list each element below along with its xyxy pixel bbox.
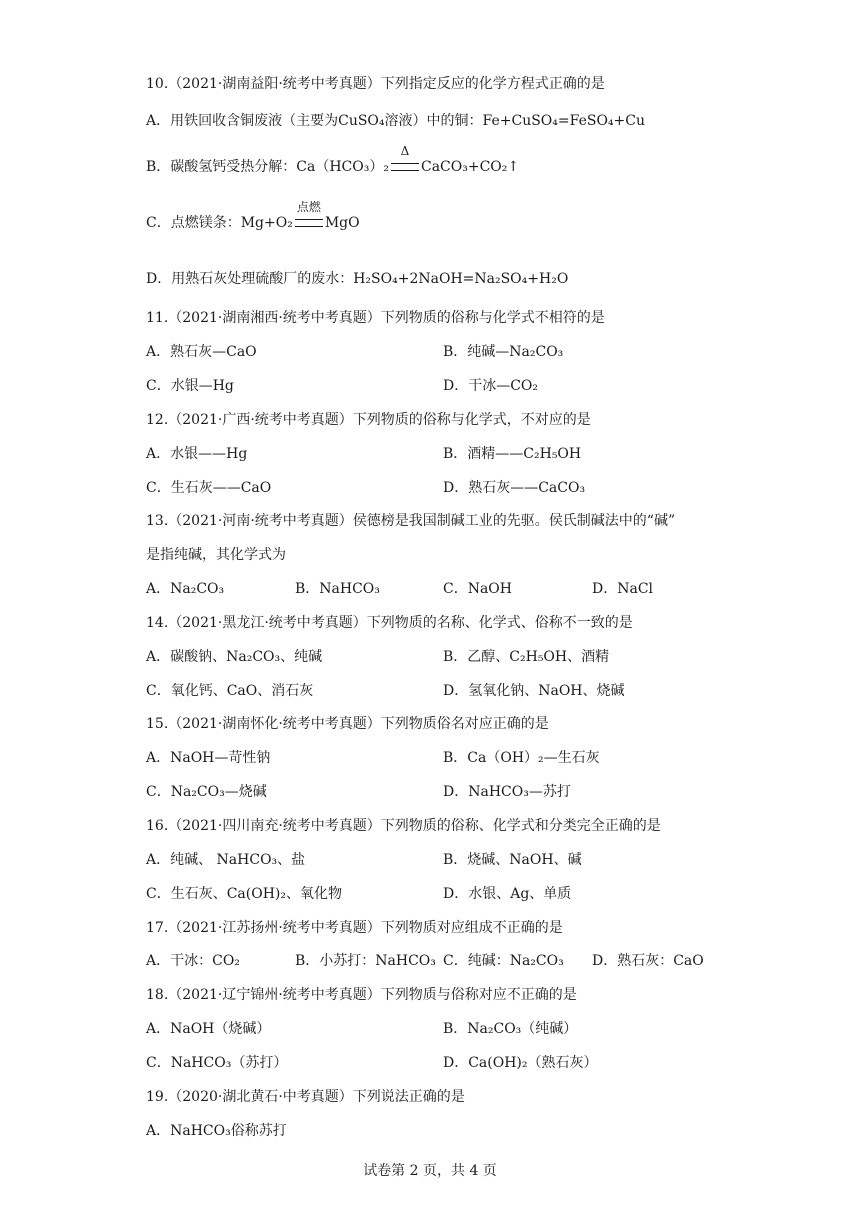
q16-option-c: C．生石灰、Ca(OH)₂、氧化物 [146,886,342,902]
q16-option-a: A．纯碱、 NaHCO₃、盐 [146,852,306,868]
q15-stem: 15.（2021·湖南怀化·统考中考真题）下列物质俗名对应正确的是 [146,716,549,732]
q14-option-d: D．氢氧化钠、NaOH、烧碱 [443,683,625,699]
q15-option-b: B．Ca（OH）₂—生石灰 [443,750,600,766]
q11-option-d: D．干冰—CO₂ [443,378,539,394]
q11-option-c: C．水银—Hg [146,378,234,394]
q12-option-a: A．水银——Hg [146,446,248,462]
q13-stem: 13.（2021·河南·统考中考真题）侯德榜是我国制碱工业的先驱。侯氏制碱法中的“碱” [146,513,676,529]
q14-option-b: B．乙醇、C₂H₅OH、酒精 [443,649,610,665]
q14-stem: 14.（2021·黑龙江·统考中考真题）下列物质的名称、化学式、俗称不一致的是 [146,615,633,631]
q10-b-product: CaCO₃+CO₂↑ [420,159,520,175]
q10-option-d: D．用熟石灰处理硫酸厂的废水：H₂SO₄+2NaOH=Na₂SO₄+H₂O [146,271,569,287]
q12-option-d: D．熟石灰——CaCO₃ [443,480,586,496]
q10-stem: 10.（2021·湖南益阳·统考中考真题）下列指定反应的化学方程式正确的是 [146,76,605,92]
q13-option-c: C．NaOH [443,581,512,597]
q15-option-a: A．NaOH—苛性钠 [146,750,271,766]
q10-option-a: A．用铁回收含铜废液（主要为CuSO₄溶液）中的铜：Fe+CuSO₄=FeSO₄+Cu [146,113,645,129]
q10-c-reactant: C．点燃镁条：Mg+O₂ [146,215,293,231]
ignite-condition: 点燃 [293,213,325,233]
q18-option-d: D．Ca(OH)₂（熟石灰） [443,1055,598,1071]
q10-b-reactant: B．碳酸氢钙受热分解：Ca（HCO₃）₂ [146,159,389,175]
q16-option-d: D．水银、Ag、单质 [443,886,572,902]
q10-c-product: MgO [324,215,360,231]
q16-option-b: B．烧碱、NaOH、碱 [443,852,582,868]
q18-option-c: C．NaHCO₃（苏打） [146,1055,288,1071]
q12-option-b: B．酒精——C₂H₅OH [443,446,582,462]
q17-option-c: C．纯碱：Na₂CO₃ [443,953,564,969]
q11-option-b: B．纯碱—Na₂CO₃ [443,344,564,360]
q11-stem: 11.（2021·湖南湘西·统考中考真题）下列物质的俗称与化学式不相符的是 [146,310,605,326]
q18-stem: 18.（2021·辽宁锦州·统考中考真题）下列物质与俗称对应不正确的是 [146,987,577,1003]
q18-option-a: A．NaOH（烧碱） [146,1021,271,1037]
q19-option-a: A．NaHCO₃俗称苏打 [146,1123,287,1139]
q11-option-a: A．熟石灰—CaO [146,344,257,360]
q10-option-b [146,144,520,177]
q17-stem: 17.（2021·江苏扬州·统考中考真题）下列物质对应组成不正确的是 [146,920,563,936]
q16-stem: 16.（2021·四川南充·统考中考真题）下列物质的俗称、化学式和分类完全正确的是 [146,818,661,834]
q17-option-b: B．小苏打：NaHCO₃ [295,953,436,969]
q10-option-c [146,200,360,233]
q12-option-c: C．生石灰——CaO [146,480,272,496]
q12-stem: 12.（2021·广西·统考中考真题）下列物质的俗称与化学式，不对应的是 [146,412,591,428]
q19-stem: 19.（2020·湖北黄石·中考真题）下列说法正确的是 [146,1089,465,1105]
q14-option-c: C．氧化钙、CaO、消石灰 [146,683,314,699]
q13-option-b: B．NaHCO₃ [295,581,380,597]
q17-option-a: A．干冰：CO₂ [146,953,240,969]
q13-option-a: A．Na₂CO₃ [146,581,225,597]
q13-option-d: D．NaCl [592,581,654,597]
q14-option-a: A．碳酸钠、Na₂CO₃、纯碱 [146,649,323,665]
q15-option-c: C．Na₂CO₃—烧碱 [146,784,267,800]
page-footer: 试卷第 2 页，共 4 页 [363,1163,497,1179]
q17-option-d: D．熟石灰：CaO [592,953,704,969]
q18-option-b: B．Na₂CO₃（纯碱） [443,1021,578,1037]
q13-stem-cont: 是指纯碱，其化学式为 [146,547,286,563]
q15-option-d: D．NaHCO₃—苏打 [443,784,571,800]
heat-condition: Δ [389,157,421,177]
